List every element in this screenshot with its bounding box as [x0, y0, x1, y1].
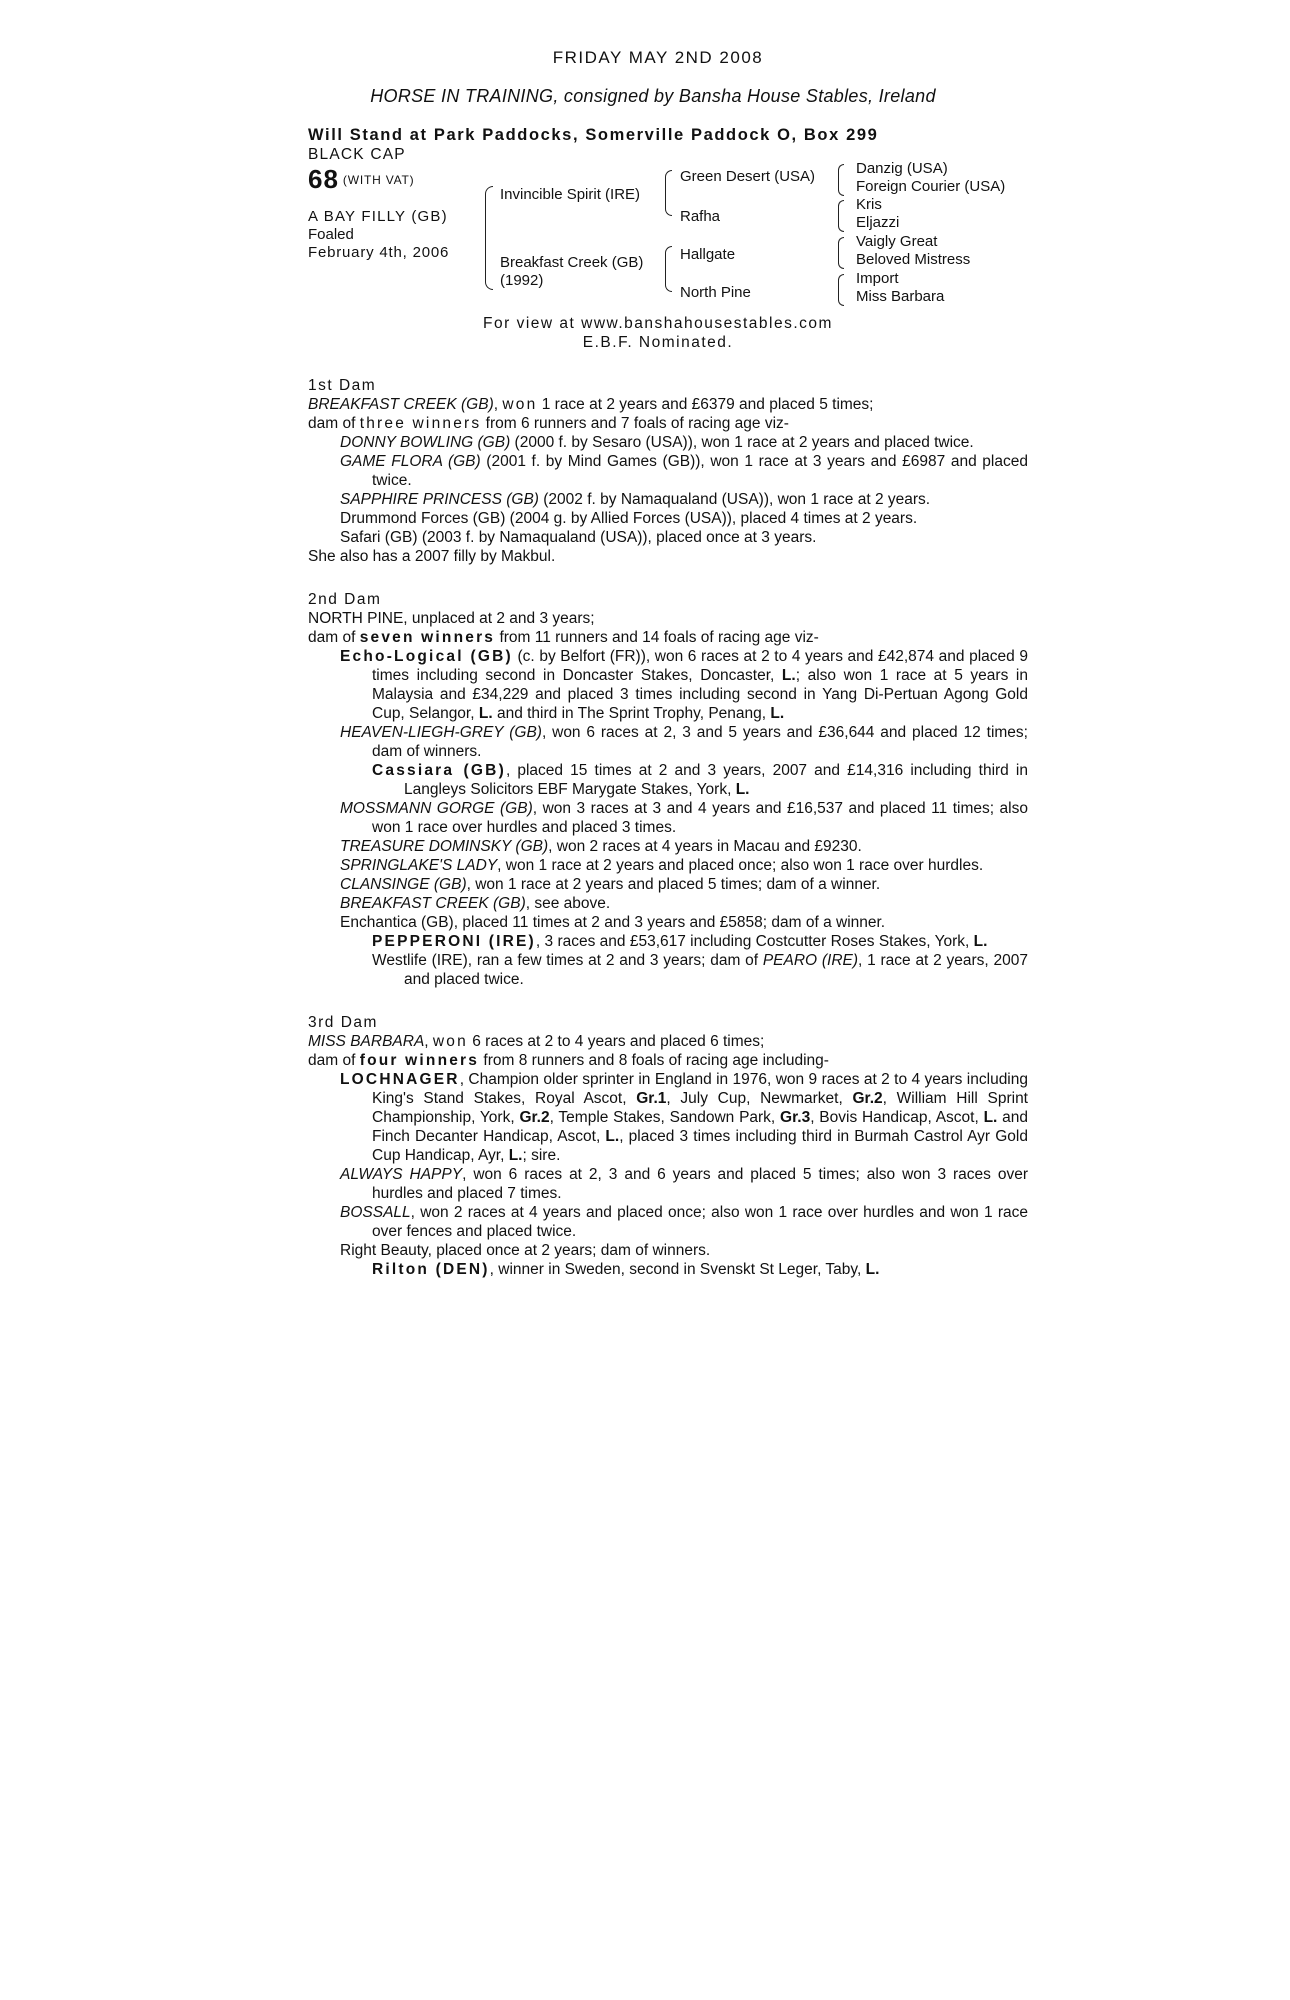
first-dam-section: [308, 376, 1028, 566]
progeny-item: Echo-Logical (GB) (c. by Belfort (FR)), won 6 races at 2 to 4 years and £42,874 and placed 9 times including second in Doncaster Stakes, Doncaster, L.; also won 1 race at 5 years in Malaysia and £34,229 and placed 3 times including second in Yang Di-Pertuan Agong Gold Cup, Selangor, L. and third in The Sprint Trophy, Penang, L.: [340, 648, 1029, 722]
catalogue-page: [308, 48, 1028, 1279]
dam-sire: Hallgate: [680, 246, 736, 263]
progeny-item: SPRINGLAKE'S LADY, won 1 race at 2 years and placed once; also won 1 race over hurdles.: [340, 857, 984, 874]
progeny-item: TREASURE DOMINSKY (GB), won 2 races at 4 years in Macau and £9230.: [340, 838, 862, 855]
pedigree-brace-g2: [838, 200, 844, 232]
second-dam-section: [308, 590, 1028, 989]
progeny-item: CLANSINGE (GB), won 1 race at 2 years and placed 5 times; dam of a winner.: [340, 876, 881, 893]
ancestor-g5: Vaigly Great: [856, 233, 938, 250]
progeny-item: HEAVEN-LIEGH-GREY (GB), won 6 races at 2, 3 and 5 years and £36,644 and placed 12 times; dam of winners.: [340, 724, 1028, 760]
cap-color: BLACK CAP: [308, 146, 406, 163]
pedigree-brace-sire: [665, 170, 672, 216]
progeny-item: Drummond Forces (GB) (2004 g. by Allied Forces (USA)), placed 4 times at 2 years.: [340, 510, 918, 527]
foaled-date: February 4th, 2006: [308, 244, 450, 261]
sale-date: FRIDAY MAY 2ND 2008: [552, 48, 764, 67]
grand-progeny-item: Rilton (DEN), winner in Sweden, second in Svenskt St Leger, Taby, L.: [372, 1261, 880, 1278]
progeny-item: BOSSALL, won 2 races at 4 years and placed once; also won 1 race over hurdles and won 1 race over fences and placed twice.: [340, 1204, 1028, 1240]
ancestor-g1: Danzig (USA): [856, 160, 948, 177]
ancestor-g7: Import: [856, 270, 899, 287]
progeny-item: BREAKFAST CREEK (GB), see above.: [340, 895, 611, 912]
second-dam-produce-summary: dam of seven winners from 11 runners and 14 foals of racing age viz-: [308, 629, 819, 646]
second-dam-record: NORTH PINE, unplaced at 2 and 3 years;: [308, 610, 595, 627]
foaled-label: Foaled: [308, 226, 354, 243]
progeny-item: LOCHNAGER, Champion older sprinter in England in 1976, won 9 races at 2 to 4 years including King's Stand Stakes, Royal Ascot, Gr.1, July Cup, Newmarket, Gr.2, William Hill Sprint Championship, York, Gr.2, Temple Stakes, Sandown Park, Gr.3, Bovis Handicap, Ascot, L. and Finch Decanter Handicap, Ascot, L., placed 3 times including third in Burmah Castrol Ayr Gold Cup Handicap, Ayr, L.; sire.: [340, 1071, 1028, 1164]
pedigree-brace-g4: [838, 274, 844, 306]
sire-dam: Rafha: [680, 208, 721, 225]
ancestor-g6: Beloved Mistress: [856, 251, 971, 268]
pedigree-table: [308, 160, 1028, 314]
stabling-location: Will Stand at Park Paddocks, Somerville Paddock O, Box 299: [308, 126, 879, 144]
ancestor-g3: Kris: [856, 196, 882, 213]
sire-name: Invincible Spirit (IRE): [500, 186, 641, 203]
grand-progeny-item: PEPPERONI (IRE), 3 races and £53,617 including Costcutter Roses Stakes, York, L.: [372, 933, 988, 950]
grand-progeny-item: Westlife (IRE), ran a few times at 2 and 3 years; dam of PEARO (IRE), 1 race at 2 years, 2007 and placed twice.: [372, 952, 1028, 988]
pedigree-brace-main: [485, 186, 493, 290]
third-dam-heading: 3rd Dam: [308, 1014, 378, 1031]
first-dam-produce-summary: dam of three winners from 6 runners and 7 foals of racing age viz-: [308, 415, 789, 432]
progeny-item: ALWAYS HAPPY, won 6 races at 2, 3 and 6 years and placed 5 times; also won 3 races over hurdles and placed 7 times.: [340, 1166, 1028, 1202]
ebf-nomination: E.B.F. Nominated.: [582, 334, 734, 351]
pedigree-brace-g1: [838, 164, 844, 196]
dam-dam: North Pine: [680, 284, 751, 301]
dam-name: Breakfast Creek (GB): [500, 254, 644, 271]
ancestor-g8: Miss Barbara: [856, 288, 945, 305]
progeny-item: Enchantica (GB), placed 11 times at 2 and 3 years and £5858; dam of a winner.: [340, 914, 886, 931]
progeny-item: MOSSMANN GORGE (GB), won 3 races at 3 and 4 years and £16,537 and placed 11 times; also won 1 race over hurdles and placed 3 times.: [340, 800, 1028, 836]
third-dam-section: [308, 1013, 1028, 1279]
consignment-line: HORSE IN TRAINING, consigned by Bansha House Stables, Ireland: [370, 86, 936, 106]
view-website: For view at www.banshahousestables.com: [483, 315, 833, 332]
grand-progeny-item: Cassiara (GB), placed 15 times at 2 and 3 years, 2007 and £14,316 including third in Langleys Solicitors EBF Marygate Stakes, York, L.: [372, 762, 1028, 798]
third-dam-produce-summary: dam of four winners from 8 runners and 8 foals of racing age including-: [308, 1052, 829, 1069]
progeny-item: SAPPHIRE PRINCESS (GB) (2002 f. by Namaqualand (USA)), won 1 race at 2 years.: [340, 491, 931, 508]
progeny-item: DONNY BOWLING (GB) (2000 f. by Sesaro (USA)), won 1 race at 2 years and placed twice.: [340, 434, 974, 451]
vat-note: (WITH VAT): [342, 173, 415, 187]
pedigree-brace-g3: [838, 237, 844, 269]
pedigree-brace-dam: [665, 246, 672, 292]
progeny-item: Safari (GB) (2003 f. by Namaqualand (USA)), placed once at 3 years.: [340, 529, 817, 546]
third-dam-record: MISS BARBARA, won 6 races at 2 to 4 years and placed 6 times;: [308, 1033, 765, 1050]
sire-sire: Green Desert (USA): [680, 168, 816, 185]
dam-year: (1992): [500, 272, 544, 289]
lot-number-line: [308, 164, 415, 194]
first-dam-name: BREAKFAST CREEK (GB): [308, 396, 494, 413]
second-dam-heading: 2nd Dam: [308, 591, 382, 608]
first-dam-record: BREAKFAST CREEK (GB), won 1 race at 2 years and £6379 and placed 5 times;: [308, 396, 874, 413]
ancestor-g2: Foreign Courier (USA): [856, 178, 1006, 195]
first-dam-also: She also has a 2007 filly by Makbul.: [308, 548, 556, 565]
progeny-item: Right Beauty, placed once at 2 years; dam of winners.: [340, 1242, 711, 1259]
first-dam-heading: 1st Dam: [308, 377, 377, 394]
progeny-item: GAME FLORA (GB) (2001 f. by Mind Games (GB)), won 1 race at 3 years and £6987 and placed twice.: [340, 453, 1028, 489]
lot-description: A BAY FILLY (GB): [308, 208, 448, 225]
lot-number: 68: [308, 164, 339, 194]
ancestor-g4: Eljazzi: [856, 214, 900, 231]
